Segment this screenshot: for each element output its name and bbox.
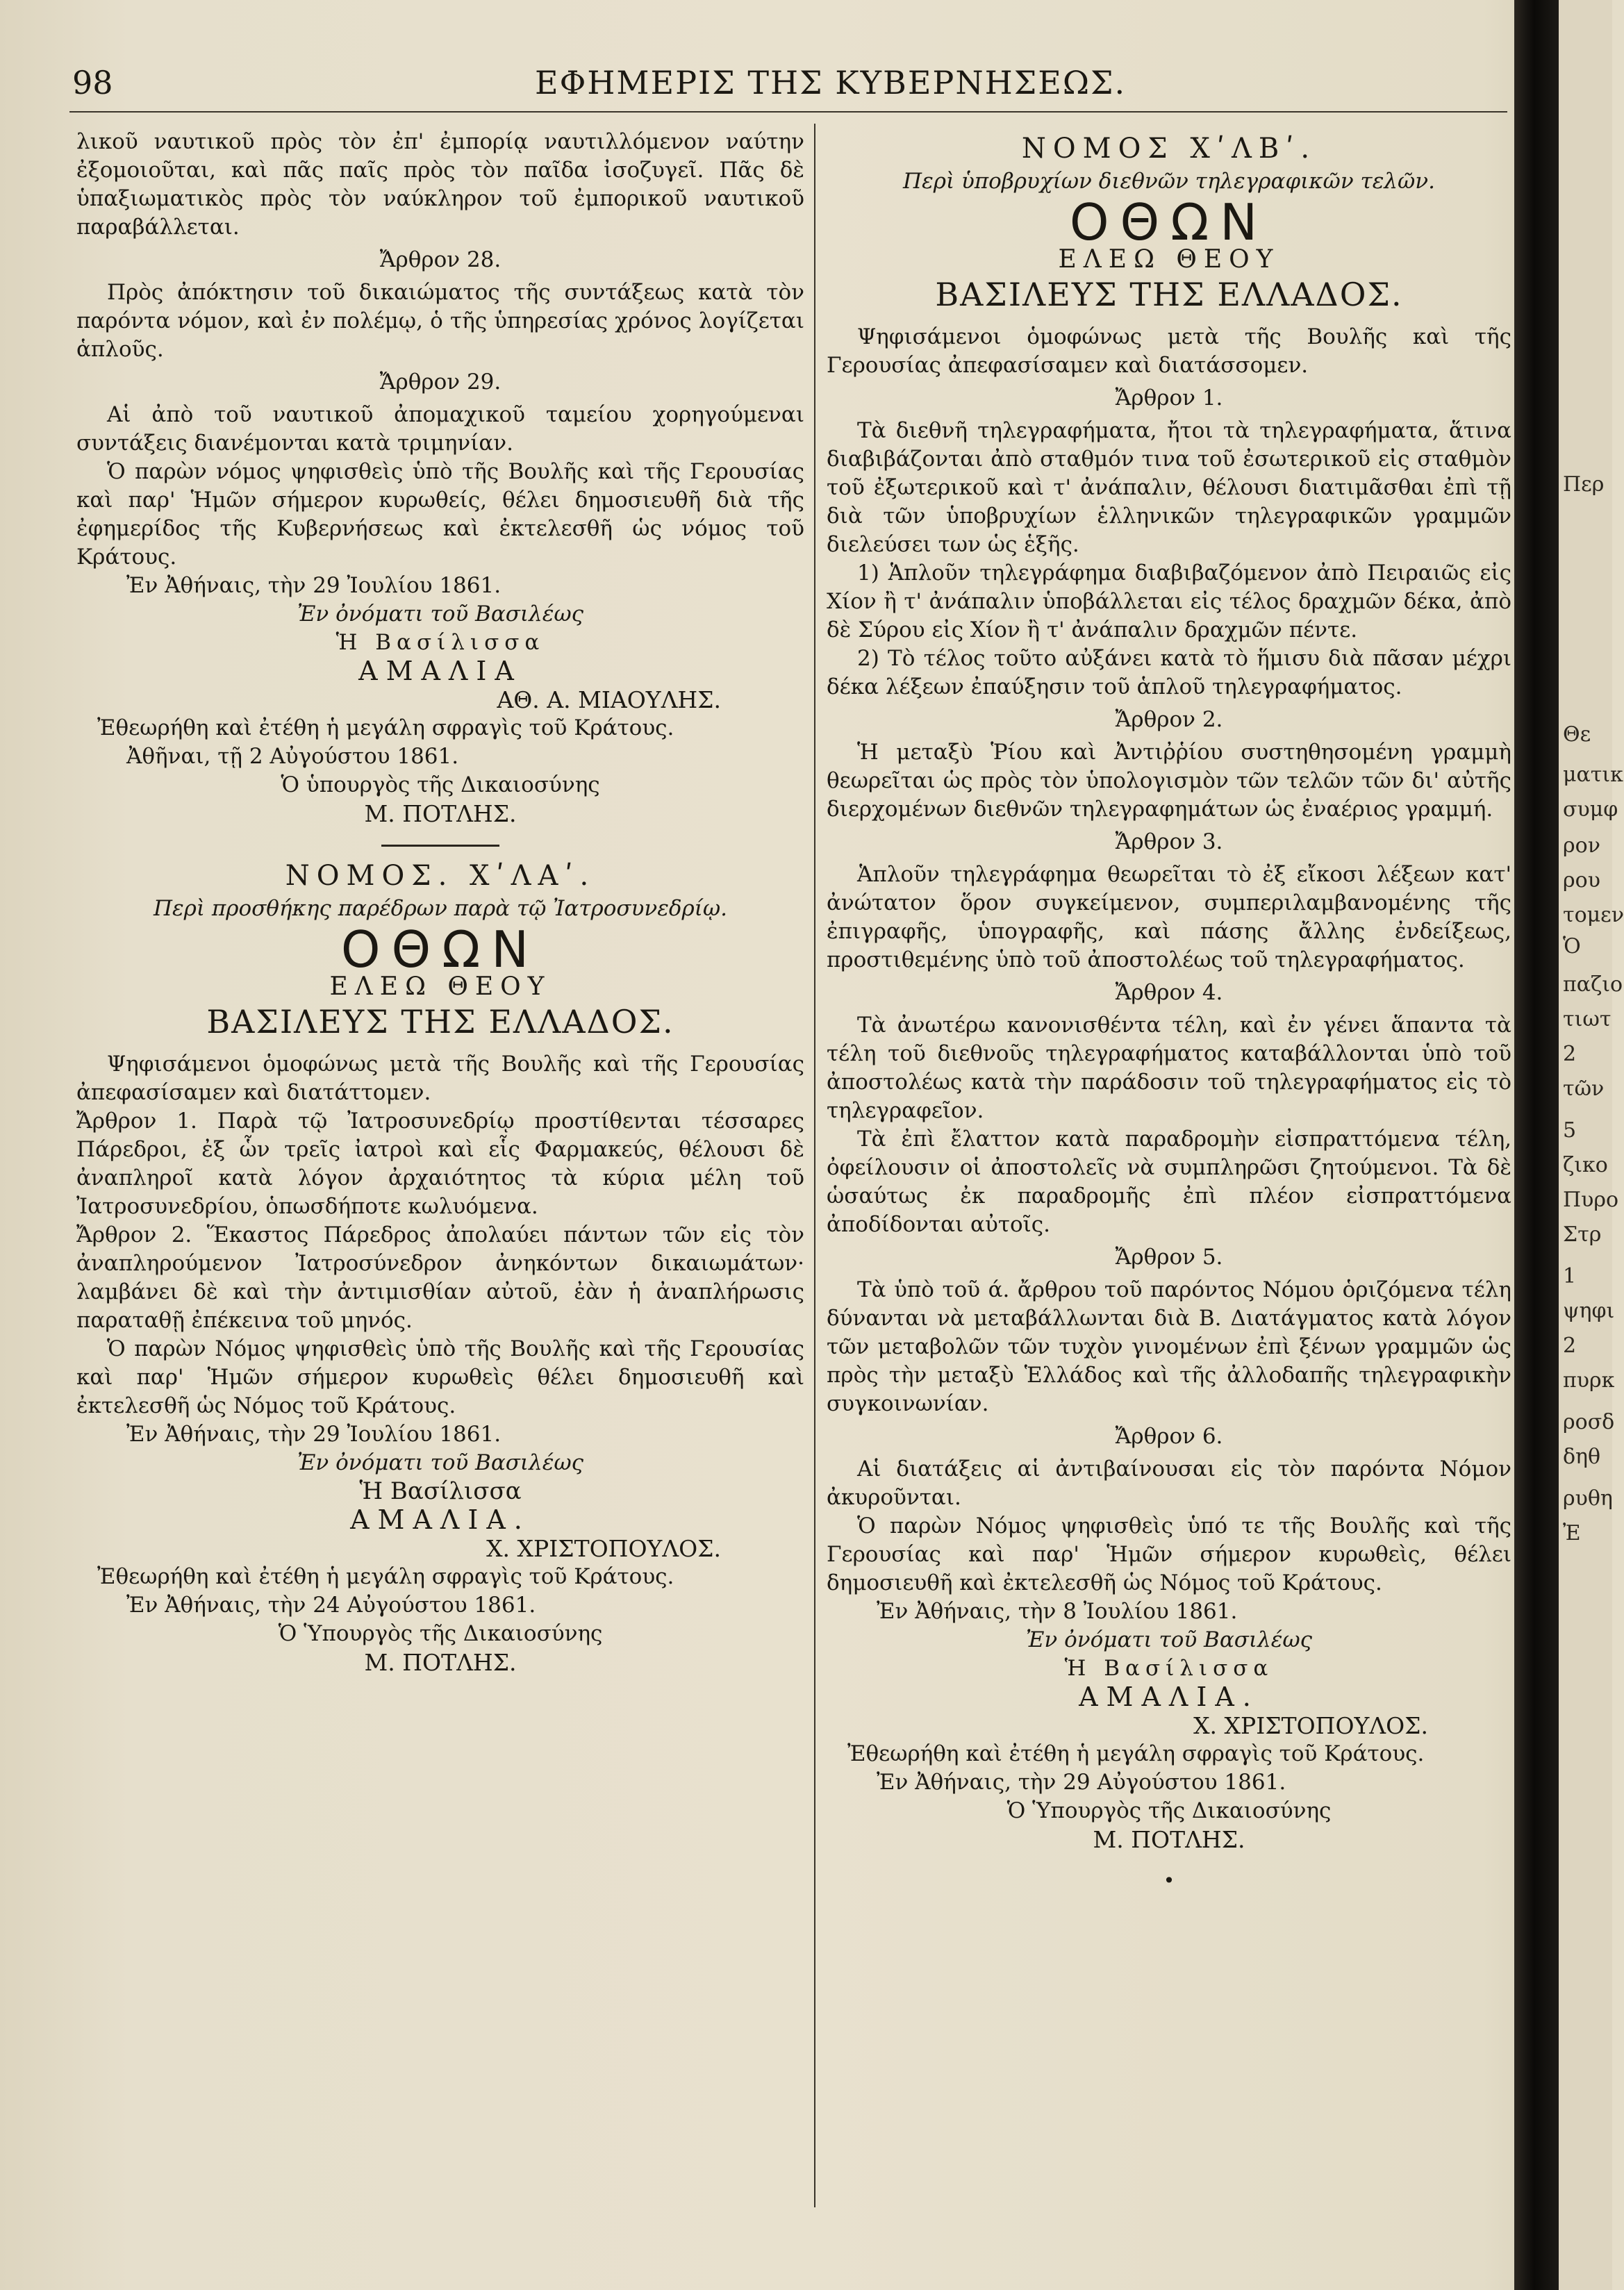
- facing-page-fragment: Στρ: [1563, 1222, 1602, 1247]
- in-name-of-king: Ἐν ὀνόματι τοῦ Βασιλέως: [297, 1450, 584, 1475]
- queen-title: Ἡ Βασίλισσα: [359, 1477, 522, 1505]
- facing-page-fragment: δηθ: [1563, 1445, 1601, 1469]
- law-title: ΝΟΜΟΣ ΧʹΛΒʹ.: [1021, 133, 1317, 165]
- article-29-text: Αἱ ἀπὸ τοῦ ναυτικοῦ ἀπομαχικοῦ ταμείου χορηγούμεναι συντάξεις διανέμονται κατὰ τριμηνίαν.: [76, 402, 804, 456]
- article-1-text: Ἄρθρον 1. Παρὰ τῷ Ἰατροσυνεδρίῳ προστίθενται τέσσαρες Πάρεδροι, ἐξ ὧν τρεῖς ἰατροὶ καὶ εἷς Φαρμακεύς, θέλουσι δὲ ἀναπληροῖ κατὰ λόγον ἀρχαιότητος τὰ κύρια μέλη τοῦ Ἰατροσυνεδρίου, ὁπωσδήποτε κωλυόμενα.: [76, 1109, 804, 1219]
- article-5-text: Τὰ ὑπὸ τοῦ ά. ἄρθρου τοῦ παρόντος Νόμου ὁριζόμενα τέλη δύνανται νὰ μεταβάλλωνται διὰ Β. Διατάγματος κατὰ λόγον τῶν μεταβολῶν τῶν τυχὸν γινομένων ἐπὶ ξένων γραμμῶν ὡς πρὸς τὴν μεταξὺ Ἑλλάδος καὶ τῆς ἀλλοδαπῆς τηλεγραφικὴν συγκοινωνίαν.: [827, 1277, 1511, 1416]
- facing-page-fragment: ρου: [1563, 868, 1600, 893]
- section-separator: [381, 845, 499, 847]
- header-rule: [69, 111, 1507, 113]
- king-of-greece: ΒΑΣΙΛΕΥΣ ΤΗΣ ΕΛΛΑΔΟΣ.: [935, 276, 1403, 313]
- facing-page-fragment: 1: [1563, 1264, 1577, 1288]
- article-1-clause-2: 2) Τὸ τέλος τοῦτο αὐξάνει κατὰ τὸ ἥμισυ διὰ πᾶσαν μέχρι δέκα λέξεων ἐπαύξησιν τοῦ ἁπλοῦ τηλεγραφήματος.: [827, 646, 1511, 699]
- in-name-of-king: Ἐν ὀνόματι τοῦ Βασιλέως: [297, 601, 584, 627]
- seal-date: Ἐν Ἀθήναις, τὴν 24 Αὐγούστου 1861.: [126, 1593, 536, 1618]
- seal-date: Ἀθῆναι, τῇ 2 Αὐγούστου 1861.: [126, 744, 459, 769]
- seal-note: Ἐθεωρήθη καὶ ἐτέθη ἡ μεγάλη σφραγὶς τοῦ Κράτους.: [847, 1741, 1425, 1766]
- article-1-text: Τὰ διεθνῆ τηλεγραφήματα, ἤτοι τὰ τηλεγραφήματα, ἅτινα διαβιβάζονται ἀπὸ σταθμόν τινα τοῦ ἐσωτερικοῦ εἰς σταθμὸν τοῦ ἐξωτερικοῦ καὶ τ' ἀνάπαλιν, θέλουσι διατιμᾶσθαι ἐπὶ τῇ διὰ τῶν ὑποβρυχίων ἑλληνικῶν τηλεγραφικῶν γραμμῶν διελεύσει των ὡς ἑξῆς.: [827, 418, 1511, 557]
- queen-name: ΑΜΑΛΙΑ: [358, 656, 522, 686]
- facing-page-fragment: ρυθη: [1563, 1486, 1613, 1511]
- article-1-title: Ἄρθρον 1.: [1115, 385, 1223, 410]
- queen-name: ΑΜΑΛΙΑ.: [1079, 1682, 1259, 1712]
- seal-note: Ἐθεωρήθη καὶ ἐτέθη ἡ μεγάλη σφραγὶς τοῦ Κράτους.: [97, 715, 674, 740]
- facing-page-fragment: τομεν: [1563, 903, 1624, 927]
- article-28-title: Ἄρθρον 28.: [379, 247, 502, 272]
- preamble: Ψηφισάμενοι ὁμοφώνως μετὰ τῆς Βουλῆς καὶ τῆς Γερουσίας ἀπεφασίσαμεν καὶ διατάττομεν.: [76, 1052, 804, 1105]
- article-29-title: Ἄρθρον 29.: [379, 370, 502, 395]
- signer-name: ΑΘ. Α. ΜΙΑΟΥΛΗΣ.: [497, 686, 721, 713]
- facing-page-fragment: Ὁ: [1563, 934, 1581, 959]
- article-3-text: Ἁπλοῦν τηλεγράφημα θεωρεῖται τὸ ἐξ εἴκοσι λέξεων κατ' ἀνώτατον ὅρον συγκείμενον, συμπεριλαμβανομένης τῆς ἐπιγραφῆς, ὑπογραφῆς, καὶ πάσης ἄλλης ἐνδείξεως, προστιθεμένης ὑπὸ τοῦ ἀποστολέως τοῦ τηλεγραφήματος.: [827, 862, 1511, 972]
- article-6-title: Ἄρθρον 6.: [1115, 1424, 1223, 1449]
- queen-title: Ἡ Βασίλισσα: [335, 630, 545, 655]
- king-name: ΟΘΩΝ: [1069, 193, 1269, 251]
- enactment-date: Ἐν Ἀθήναις, τὴν 29 Ἰουλίου 1861.: [126, 573, 502, 598]
- article-1-clause-1: 1) Ἁπλοῦν τηλεγράφημα διαβιβαζόμενον ἀπὸ Πειραιῶς εἰς Χίον ἢ τ' ἀνάπαλιν ὑποβάλλεται εἰς τέλος δραχμῶν δέκα, ἀπὸ δὲ Σύρου εἰς Χίον ἢ τ' ἀνάπαλιν δραχμῶν πέντε.: [827, 561, 1511, 642]
- enactment-date: Ἐν Ἀθήναις, τὴν 29 Ἰουλίου 1861.: [126, 1422, 502, 1447]
- facing-page-fragment: Θε: [1563, 722, 1591, 747]
- facing-page-fragment: συμφ: [1563, 797, 1618, 822]
- minister-name: Μ. ΠΟΤΛΗΣ.: [364, 800, 517, 827]
- right-column: [827, 128, 1511, 1895]
- by-grace-of-god: ΕΛΕΩ ΘΕΟΥ: [329, 972, 552, 1001]
- facing-page-fragment: ψηφι: [1563, 1299, 1615, 1323]
- facing-page-fragment: 5: [1563, 1118, 1577, 1143]
- article-6-text: Αἱ διατάξεις αἱ ἀντιβαίνουσαι εἰς τὸν παρόντα Νόμον ἀκυροῦνται.: [827, 1457, 1511, 1510]
- law-subject: Περὶ ὑποβρυχίων διεθνῶν τηλεγραφικῶν τελῶν.: [903, 169, 1435, 194]
- minister-name: Μ. ΠΟΤΛΗΣ.: [1093, 1826, 1245, 1853]
- queen-name: ΑΜΑΛΙΑ.: [350, 1504, 531, 1535]
- article-5-title: Ἄρθρον 5.: [1115, 1245, 1223, 1270]
- in-name-of-king: Ἐν ὀνόματι τοῦ Βασιλέως: [1025, 1627, 1313, 1652]
- article-4-text: Τὰ ἀνωτέρω κανονισθέντα τέλη, καὶ ἐν γένει ἅπαντα τὰ τέλη τοῦ διεθνοῦς τηλεγραφήματος καταβάλλονται ὑπὸ τοῦ ἀποστολέως κατὰ τὴν παράδοσιν τοῦ τηλεγραφήματος εἰς τὸ τηλεγραφεῖον.: [827, 1013, 1511, 1123]
- facing-page-fragment: ματικ: [1563, 763, 1623, 787]
- page-number: 98: [72, 64, 113, 101]
- king-of-greece: ΒΑΣΙΛΕΥΣ ΤΗΣ ΕΛΛΑΔΟΣ.: [206, 1003, 674, 1040]
- left-column: [76, 128, 804, 1677]
- signer-name: Χ. ΧΡΙΣΤΟΠΟΥΛΟΣ.: [1193, 1712, 1428, 1739]
- by-grace-of-god: ΕΛΕΩ ΘΕΟΥ: [1058, 245, 1280, 274]
- book-gutter: [1514, 0, 1559, 2290]
- seal-date: Ἐν Ἀθήναις, τὴν 29 Αὐγούστου 1861.: [877, 1770, 1286, 1795]
- article-4-text-2: Τὰ ἐπὶ ἔλαττον κατὰ παραδρομὴν εἰσπραττόμενα τέλη, ὀφείλουσιν οἱ ἀποστολεῖς νὰ συμπληρῶσι ζητούμενοι. Τὰ δὲ ὡσαύτως ἐκ παραδρομῆς ἐπὶ πλέον εἰσπραττόμενα ἀποδίδονται αὐτοῖς.: [827, 1127, 1511, 1237]
- enactment-date: Ἐν Ἀθήναις, τὴν 8 Ἰουλίου 1861.: [877, 1599, 1238, 1624]
- closing-formula: Ὁ παρὼν Νόμος ψηφισθεὶς ὑπὸ τῆς Βουλῆς καὶ τῆς Γερουσίας καὶ παρ' Ἡμῶν σήμερον κυρωθεὶς θέλει δημοσιευθῆ καὶ ἐκτελεσθῆ ὡς Νόμος τοῦ Κράτους.: [76, 1336, 804, 1418]
- facing-page-fragment: ρον: [1563, 833, 1600, 858]
- article-3-title: Ἄρθρον 3.: [1115, 829, 1223, 854]
- article-28-text: Πρὸς ἀπόκτησιν τοῦ δικαιώματος τῆς συντάξεως κατὰ τὸν παρόντα νόμον, καὶ ἐν πολέμῳ, ὁ τῆς ὑπηρεσίας χρόνος λογίζεται ἁπλοῦς.: [76, 280, 804, 362]
- end-mark: •: [1163, 1869, 1175, 1892]
- law-title: ΝΟΜΟΣ. ΧʹΛΑʹ.: [285, 860, 596, 892]
- king-name: ΟΘΩΝ: [340, 920, 540, 979]
- facing-page-fragment: τῶν: [1563, 1077, 1605, 1101]
- signer-name: Χ. ΧΡΙΣΤΟΠΟΥΛΟΣ.: [486, 1535, 721, 1562]
- closing-formula: Ὁ παρὼν νόμος ψηφισθεὶς ὑπὸ τῆς Βουλῆς καὶ τῆς Γερουσίας καὶ παρ' Ἡμῶν σήμερον κυρωθείς, θέλει δημοσιευθῆ διὰ τῆς ἐφημερίδος τῆς Κυβερνήσεως καὶ ἐκτελεσθῆ ὡς νόμος τοῦ Κράτους.: [76, 459, 804, 570]
- article-2-title: Ἄρθρον 2.: [1115, 707, 1223, 732]
- facing-page-fragment: ροσδ: [1563, 1410, 1615, 1434]
- minister-name: Μ. ΠΟΤΛΗΣ.: [364, 1649, 517, 1676]
- facing-page-fragment: 2: [1563, 1042, 1577, 1066]
- minister-title: Ὁ ὑπουργὸς τῆς Δικαιοσύνης: [281, 772, 600, 797]
- facing-page-fragment: Πυρο: [1563, 1188, 1619, 1212]
- facing-page-fragment: ζικο: [1563, 1153, 1608, 1177]
- article-2-text: Ἄρθρον 2. Ἕκαστος Πάρεδρος ἀπολαύει πάντων τῶν εἰς τὸν ἀναπληρούμενον Ἰατροσύνεδρον ἀνηκόντων δικαιωμάτων· λαμβάνει δὲ καὶ τὴν ἀντιμισθίαν αὐτοῦ, ἐὰν ἡ ἀναπλήρωσις παραταθῇ ἐπέκεινα τοῦ μηνός.: [76, 1222, 804, 1333]
- queen-title: Ἡ Βασίλισσα: [1064, 1656, 1274, 1681]
- preamble: Ψηφισάμενοι ὁμοφώνως μετὰ τῆς Βουλῆς καὶ τῆς Γερουσίας ἀπεφασίσαμεν καὶ διατάσσομεν.: [827, 324, 1511, 378]
- facing-page-fragment: τιωτ: [1563, 1007, 1611, 1031]
- facing-page-edge: [1559, 0, 1624, 2290]
- facing-page-fragment: παζιο: [1563, 972, 1623, 997]
- law-subject: Περὶ προσθήκης παρέδρων παρὰ τῷ Ἰατροσυνεδρίῳ.: [153, 896, 728, 921]
- article-2-text: Ἡ μεταξὺ Ῥίου καὶ Ἀντιῤῥίου συστηθησομένη γραμμὴ θεωρεῖται ὡς πρὸς τὸν ὑπολογισμὸν τῶν τελῶν τῶν δι' αὐτῆς διερχομένων διεθνῶν τηλεγραφημάτων ὡς ἐναέριος γραμμή.: [827, 740, 1511, 822]
- facing-page-fragment: Περ: [1563, 472, 1605, 497]
- article-4-title: Ἄρθρον 4.: [1115, 980, 1223, 1005]
- facing-page-fragment: Ἐ: [1563, 1521, 1581, 1545]
- closing-formula: Ὁ παρὼν Νόμος ψηφισθεὶς ὑπό τε τῆς Βουλῆς καὶ τῆς Γερουσίας καὶ παρ' Ἡμῶν σήμερον κυρωθεὶς, θέλει δημοσιευθῆ καὶ ἐκτελεσθῆ ὡς Νόμος τοῦ Κράτους.: [827, 1513, 1511, 1595]
- minister-title: Ὁ Ὑπουργὸς τῆς Δικαιοσύνης: [278, 1621, 603, 1646]
- seal-note: Ἐθεωρήθη καὶ ἐτέθη ἡ μεγάλη σφραγὶς τοῦ Κράτους.: [97, 1564, 674, 1589]
- running-title: ΕΦΗΜΕΡΙΣ ΤΗΣ ΚΥΒΕΡΝΗΣΕΩΣ.: [535, 64, 1127, 101]
- facing-page-fragment: 2: [1563, 1334, 1577, 1358]
- column-divider: [814, 124, 815, 2207]
- minister-title: Ὁ Ὑπουργὸς τῆς Δικαιοσύνης: [1006, 1798, 1332, 1823]
- facing-page-fragment: πυρκ: [1563, 1368, 1615, 1393]
- continued-text: λικοῦ ναυτικοῦ πρὸς τὸν ἐπ' ἐμπορίᾳ ναυτιλλόμενον ναύτην ἐξομοιοῦται, καὶ πᾶς παῖς πρὸς τὸν παῖδα ἰσοζυγεῖ. Πᾶς δὲ ὑπαξιωματικὸς πρὸς τὸν ναύκληρον τοῦ ἐμπορικοῦ ναυτικοῦ παραβάλλεται.: [76, 129, 804, 240]
